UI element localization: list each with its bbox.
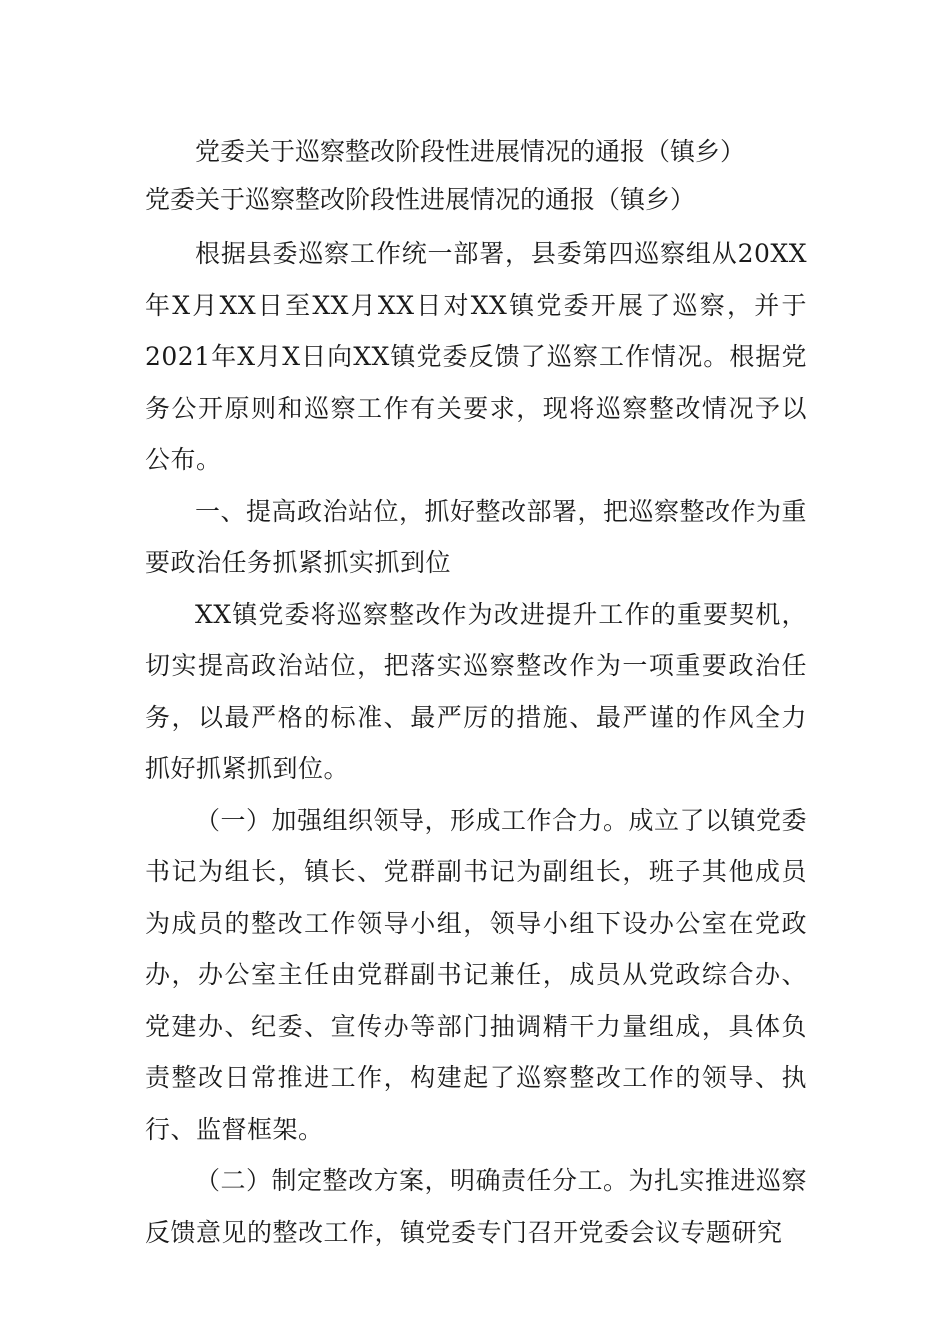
paragraph-section-1-body: XX镇党委将巡察整改作为改进提升工作的重要契机，切实提高政治站位，把落实巡察整改作为一项重要政治任务，以最严格的标准、最严厉的措施、最严谨的作风全力抓好抓紧抓到位。 xyxy=(145,599,807,783)
paragraph-intro: 根据县委巡察工作统一部署，县委第四巡察组从20XX年X月XX日至XX月XX日对XX镇党委开展了巡察，并于2021年X月X日向XX镇党委反馈了巡察工作情况。根据党务公开原则和巡察工作有关要求，现将巡察整改情况予以公布。 xyxy=(145,239,807,474)
document-page xyxy=(145,128,807,1258)
document-subtitle: 党委关于巡察整改阶段性进展情况的通报（镇乡） xyxy=(145,185,696,214)
paragraph-section-heading-1: 一、提高政治站位，抓好整改部署，把巡察整改作为重要政治任务抓紧抓实抓到位 xyxy=(145,496,808,577)
document-title: 党委关于巡察整改阶段性进展情况的通报（镇乡） xyxy=(195,137,746,166)
paragraph-subsection-2: （二）制定整改方案，明确责任分工。为扎实推进巡察反馈意见的整改工作，镇党委专门召开党委会议专题研究 xyxy=(145,1166,808,1247)
paragraph-subsection-1: （一）加强组织领导，形成工作合力。成立了以镇党委书记为组长，镇长、党群副书记为副组长，班子其他成员为成员的整改工作领导小组，领导小组下设办公室在党政办，办公室主任由党群副书记兼任，成员从党政综合办、党建办、纪委、宣传办等部门抽调精干力量组成，具体负责整改日常推进工作，构建起了巡察整改工作的领导、执行、监督框架。 xyxy=(145,805,808,1144)
